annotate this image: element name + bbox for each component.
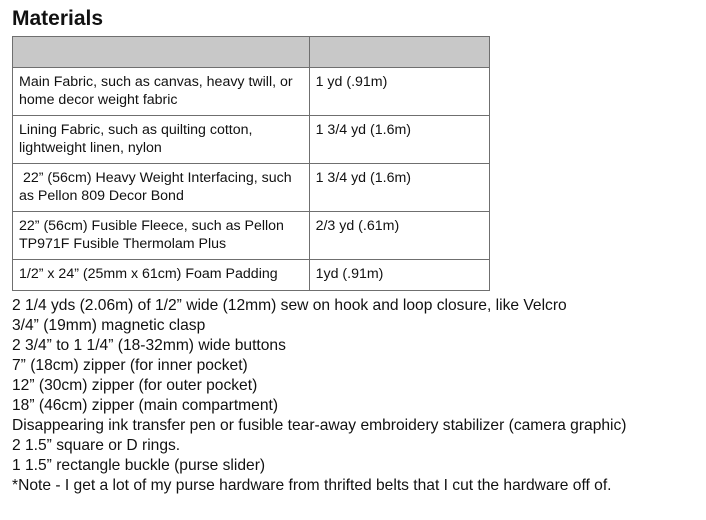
materials-list: [12, 296, 702, 496]
table-row: [13, 116, 490, 164]
list-item: 18” (46cm) zipper (main compartment): [12, 397, 279, 414]
table-row: [13, 260, 490, 291]
table-row: [13, 68, 490, 116]
item-cell: Main Fabric, such as canvas, heavy twill, or home decor weight fabric: [13, 68, 310, 116]
list-item: 2 3/4” to 1 1/4” (18-32mm) wide buttons: [12, 337, 286, 354]
amount-cell: 1 3/4 yd (1.6m): [309, 164, 489, 212]
table-row: [13, 212, 490, 260]
amount-cell: 2/3 yd (.61m): [309, 212, 489, 260]
list-item: 2 1.5” square or D rings.: [12, 437, 181, 454]
table-row: [13, 164, 490, 212]
item-cell: Lining Fabric, such as quilting cotton, lightweight linen, nylon: [13, 116, 310, 164]
item-cell: 22” (56cm) Heavy Weight Interfacing, such as Pellon 809 Decor Bond: [13, 164, 310, 212]
list-item: Disappearing ink transfer pen or fusible tear-away embroidery stabilizer (camera graphic): [12, 417, 627, 434]
list-item: 7” (18cm) zipper (for inner pocket): [12, 357, 248, 374]
page-title: Materials: [12, 7, 104, 30]
list-item: 1 1.5” rectangle buckle (purse slider): [12, 457, 266, 474]
list-item: 2 1/4 yds (2.06m) of 1/2” wide (12mm) sew on hook and loop closure, like Velcro: [12, 297, 567, 314]
table-header-row: [13, 37, 490, 68]
list-item: 3/4” (19mm) magnetic clasp: [12, 317, 206, 334]
list-item: 12” (30cm) zipper (for outer pocket): [12, 377, 258, 394]
item-cell: 22” (56cm) Fusible Fleece, such as Pellon TP971F Fusible Thermolam Plus: [13, 212, 310, 260]
amount-cell: 1yd (.91m): [309, 260, 489, 291]
item-cell: 1/2” x 24” (25mm x 61cm) Foam Padding: [13, 260, 310, 291]
note-text: *Note - I get a lot of my purse hardware from thrifted belts that I cut the hardware off of.: [12, 477, 612, 494]
column-header-item: [13, 37, 310, 68]
amount-cell: 1 3/4 yd (1.6m): [309, 116, 489, 164]
amount-cell: 1 yd (.91m): [309, 68, 489, 116]
column-header-amount: [309, 37, 489, 68]
materials-table: [12, 36, 490, 291]
